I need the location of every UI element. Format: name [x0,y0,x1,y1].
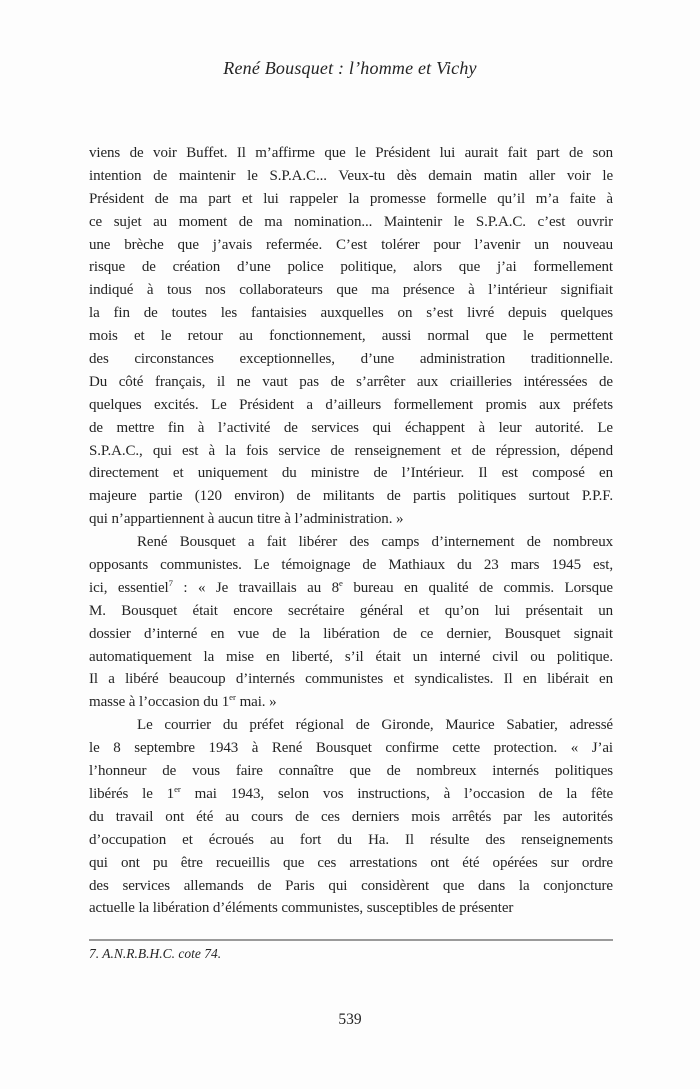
text-line: Président de ma part et lui rappeler la promesse formelle qu’il m’a faite à [89,190,613,207]
text-line: Le courrier du préfet régional de Gironde, Maurice Sabatier, adressé [137,717,613,734]
text-line: ce sujet au moment de ma nomination... Maintenir le S.P.A.C. c’est ouvrir [89,213,613,230]
text-line: viens de voir Buffet. Il m’affirme que le Président lui aurait fait part de son [89,145,613,161]
text-line: masse à l’occasion du 1er mai. » [89,692,277,711]
text-line: directement et uniquement du ministre de l’Intérieur. Il est composé en [89,465,613,482]
text-line: l’honneur de vous faire connaître que de nombreux internés politiques [89,763,613,780]
text-line: majeure partie (120 environ) de militants de partis politiques surtout P.P.F. [89,488,613,505]
text-line: dossier d’interné en vue de la libération de ce dernier, Bousquet signait [89,625,613,642]
text-line: risque de création d’une police politique, alors que j’ai formellement [89,259,613,276]
text-line: opposants communistes. Le témoignage de Mathiaux du 23 mars 1945 est, [89,557,613,574]
text-line: Du côté français, il ne vaut pas de s’arrêter aux criailleries intéressées de [89,373,613,390]
text-line: des services allemands de Paris qui considèrent que dans la conjoncture [89,877,613,894]
text-line: Il a libéré beaucoup d’internés communistes et syndicalistes. Il en libérait en [89,671,613,688]
text-line: qui ont pu être recueillis que ces arrestations ont été opérées sur ordre [89,854,613,871]
text-line: automatiquement la mise en liberté, s’il était un interné civil ou politique. [89,648,613,665]
text-line: du travail ont été au cours de ces derniers mois arrêtés par les autorités [89,808,613,825]
text-line: S.P.A.C., qui est à la fois service de renseignement et de répression, dépend [89,442,613,459]
text-line: de mettre fin à l’activité de services qui échappent à leur autorité. Le [89,419,613,436]
text-line: quelques excités. Le Président a d’ailleurs formellement promis aux préfets [89,396,613,413]
text-line: qui n’appartiennent à aucun titre à l’administration. » [89,511,404,528]
footnote-text: 7. A.N.R.B.H.C. cote 74. [89,946,222,961]
text-line: la fin de toutes les fantaisies auxquelles on s’est livré depuis quelques [89,305,613,322]
page-number: 539 [338,1011,362,1028]
text-line: le 8 septembre 1943 à René Bousquet confirme cette protection. « J’ai [89,740,613,757]
text-line: d’occupation et écroués au fort du Ha. Il résulte des renseignements [89,831,613,848]
text-line: une brèche que j’avais refermée. C’est tolérer pour l’avenir un nouveau [89,236,613,253]
text-line: actuelle la libération d’éléments communistes, susceptibles de présenter [89,900,514,917]
text-line: indiqué à tous nos collaborateurs que ma présence à l’intérieur signifiait [89,282,613,299]
running-header: René Bousquet : l’homme et Vichy [223,58,477,78]
text-line: M. Bousquet était encore secrétaire général et qu’on lui présentait un [89,602,613,619]
footnote-rule [89,939,613,941]
page-text [89,142,613,920]
text-line: René Bousquet a fait libérer des camps d’internement de nombreux [137,534,613,551]
text-line: mois et le retour au fonctionnement, aussi normal que le permettent [89,328,613,345]
text-line: des circonstances exceptionnelles, d’une administration traditionnelle. [89,351,613,368]
text-line: ici, essentiel$^7$ : « Je travaillais au 8e bureau en qualité de commis. Lorsque [89,577,613,596]
text-line: intention de maintenir le S.P.A.C... Veux-tu dès demain matin aller voir le [89,167,613,184]
text-line: libérés le 1er mai 1943, selon vos instructions, à l’occasion de la fête [89,783,614,802]
